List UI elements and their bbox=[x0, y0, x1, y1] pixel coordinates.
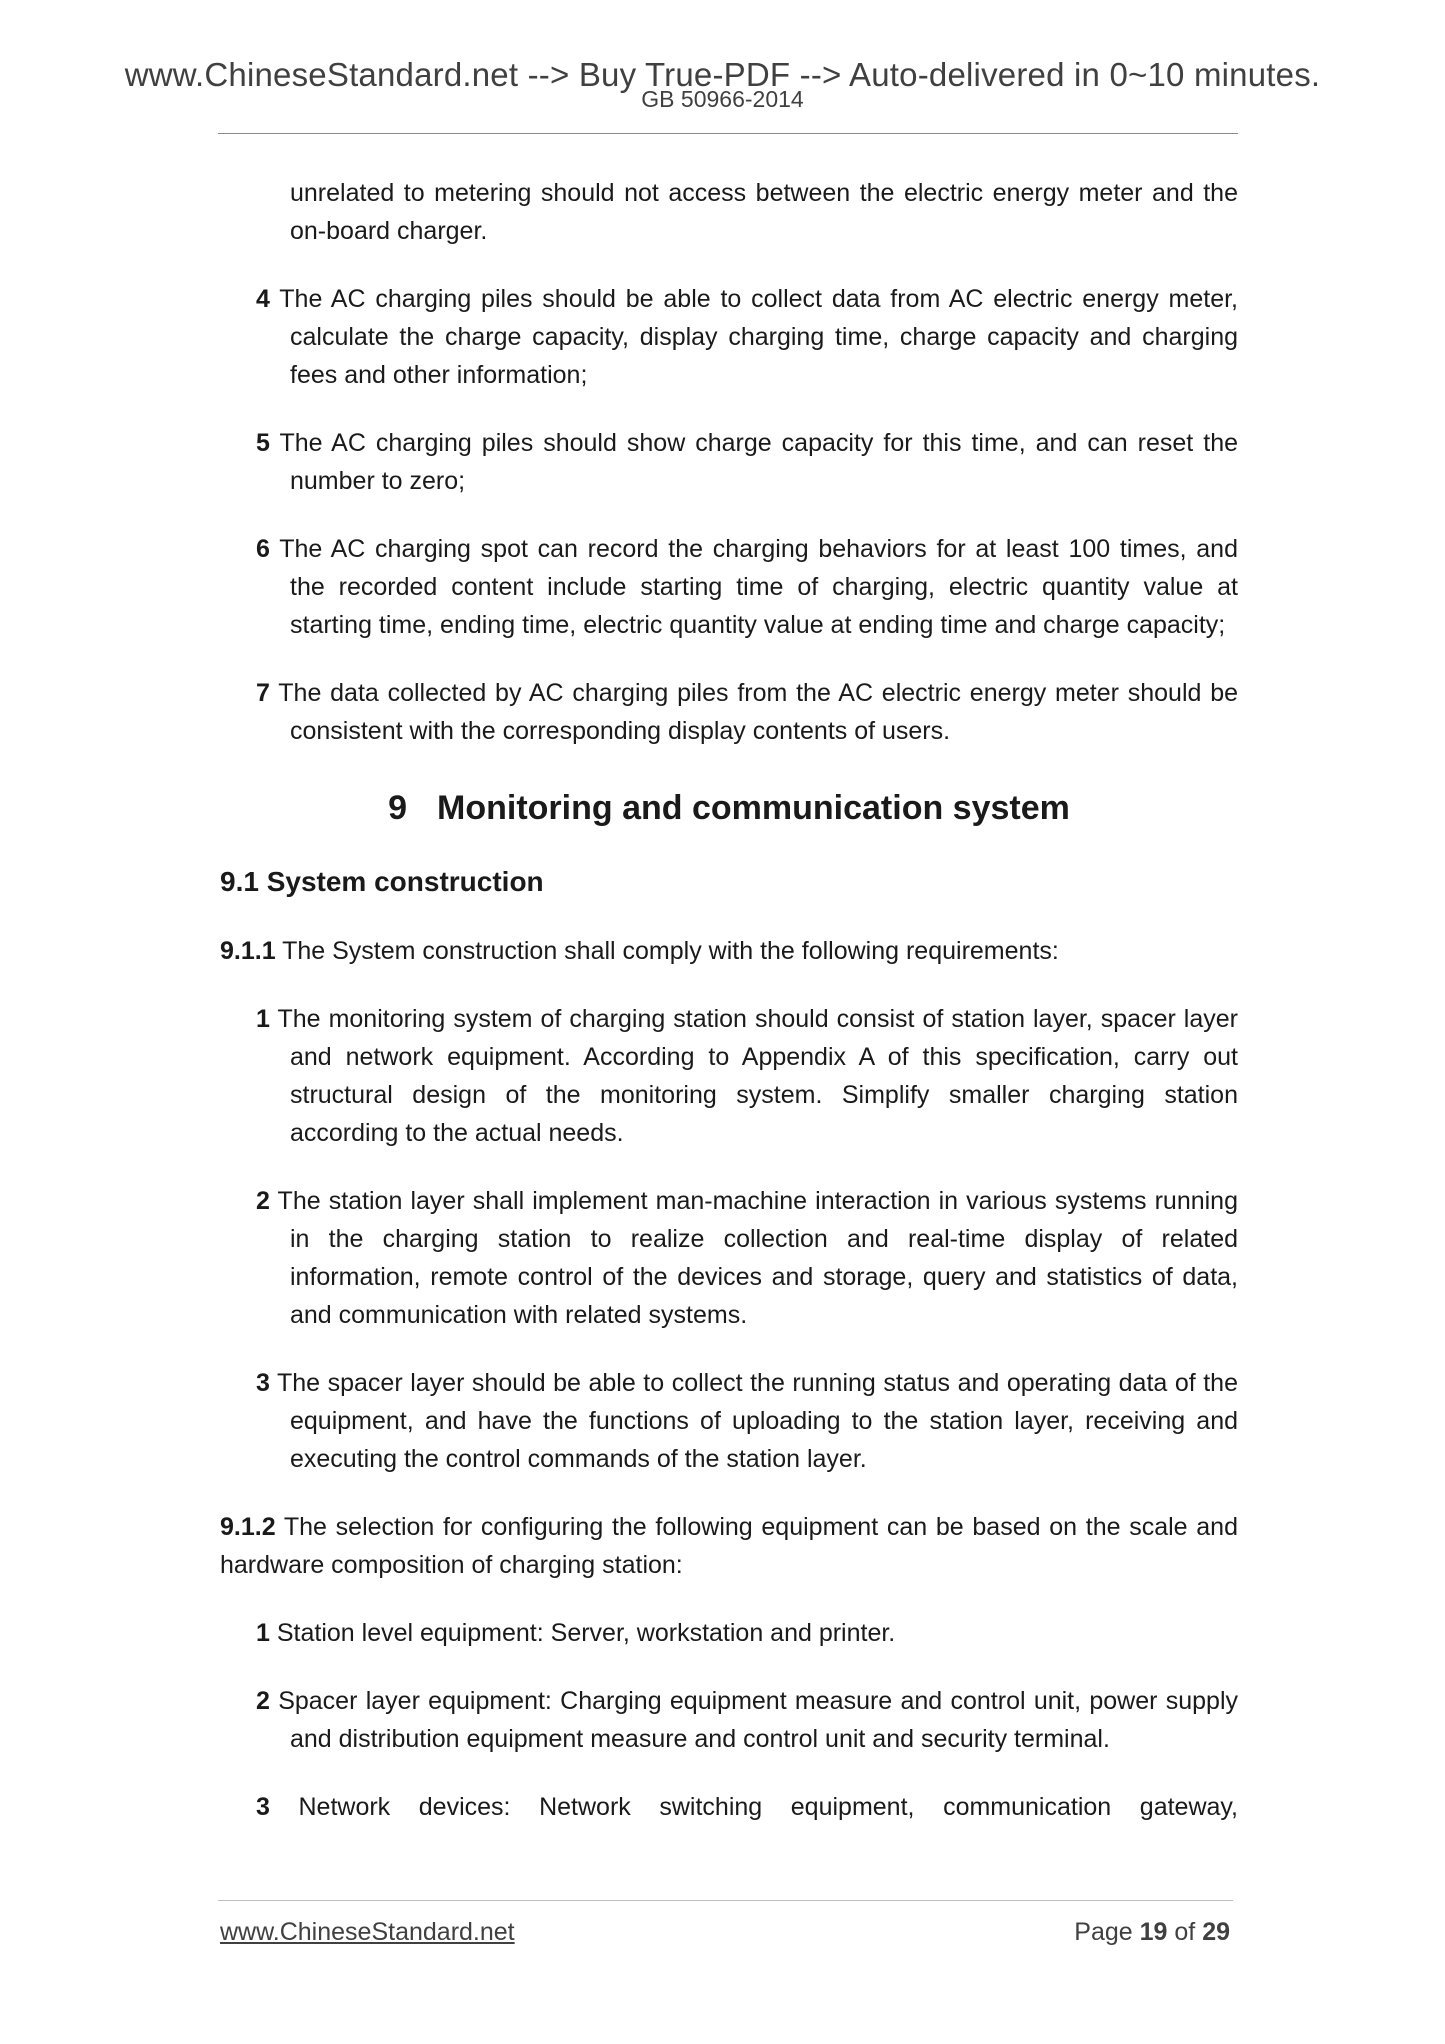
list-item bbox=[220, 1614, 1238, 1652]
list-item bbox=[220, 1000, 1238, 1152]
chapter-number: 9 bbox=[388, 789, 408, 827]
list-item bbox=[220, 1788, 1238, 1826]
item-number: 4 bbox=[256, 285, 270, 313]
item-text: The AC charging piles should show charge capacity for this time, and can reset the number to zero; bbox=[279, 429, 1238, 495]
item-text: The monitoring system of charging station should consist of station layer, spacer layer and network equipment. According to Appendix A of this specification, carry out structural design of the monitoring system. Simplify smaller charging station according to the actual needs. bbox=[277, 1005, 1238, 1147]
list-item bbox=[220, 674, 1238, 750]
item-number: 1 bbox=[256, 1005, 270, 1033]
list-item bbox=[220, 1682, 1238, 1758]
page-body bbox=[220, 174, 1238, 1856]
item-number: 2 bbox=[256, 1687, 270, 1715]
item-text: The station layer shall implement man-machine interaction in various systems running in the charging station to realize collection and real-time display of related information, remote control of the devices and storage, query and statistics of data, and communication with related systems. bbox=[277, 1187, 1238, 1329]
list-item bbox=[220, 1364, 1238, 1478]
clause-paragraph bbox=[220, 932, 1238, 970]
continued-paragraph: unrelated to metering should not access between the electric energy meter and the on-board charger. bbox=[290, 179, 1238, 245]
site-banner: www.ChineseStandard.net --> Buy True-PDF --> Auto-delivered in 0~10 minutes. bbox=[124, 56, 1321, 93]
item-number: 5 bbox=[256, 429, 270, 457]
chapter-heading bbox=[220, 786, 1238, 830]
list-item bbox=[220, 424, 1238, 500]
header-divider bbox=[218, 133, 1238, 134]
item-text: Station level equipment: Server, workstation and printer. bbox=[276, 1619, 896, 1647]
list-item bbox=[220, 1182, 1238, 1334]
page-label: Page bbox=[1074, 1918, 1133, 1946]
standard-code: GB 50966-2014 bbox=[641, 86, 804, 112]
clause-number: 9.1.1 bbox=[220, 937, 276, 965]
page-total: 29 bbox=[1202, 1918, 1230, 1946]
item-number: 3 bbox=[256, 1369, 270, 1397]
page-of: of bbox=[1174, 1918, 1196, 1946]
item-text: The AC charging piles should be able to collect data from AC electric energy meter, calculate the charge capacity, display charging time, charge capacity and charging fees and other information; bbox=[279, 285, 1239, 389]
footer-divider bbox=[218, 1900, 1233, 1901]
chapter-title: Monitoring and communication system bbox=[437, 789, 1070, 827]
item-text: The data collected by AC charging piles from the AC electric energy meter should be consistent with the corresponding display contents of users. bbox=[278, 679, 1239, 745]
item-text: The spacer layer should be able to collect the running status and operating data of the equipment, and have the functions of uploading to the station layer, receiving and executing the control commands of the station layer. bbox=[277, 1369, 1238, 1473]
footer-site-link[interactable]: www.ChineseStandard.net bbox=[220, 1918, 515, 1946]
page-indicator bbox=[1074, 1918, 1230, 1947]
item-number: 1 bbox=[256, 1619, 270, 1647]
list-item bbox=[220, 530, 1238, 644]
item-number: 7 bbox=[256, 679, 270, 707]
clause-text: The System construction shall comply with the following requirements: bbox=[282, 937, 1059, 965]
item-text: The AC charging spot can record the charging behaviors for at least 100 times, and the recorded content include starting time of charging, electric quantity value at starting time, ending time, electric quantity value at ending time and charge capacity; bbox=[279, 535, 1238, 639]
item-text: Network devices: Network switching equipment, communication gateway, bbox=[298, 1793, 1238, 1821]
item-number: 6 bbox=[256, 535, 270, 563]
page-current: 19 bbox=[1139, 1918, 1168, 1946]
clause-text: The selection for configuring the following equipment can be based on the scale and hardware composition of charging station: bbox=[220, 1513, 1238, 1579]
item-number: 2 bbox=[256, 1187, 270, 1215]
list-item bbox=[220, 280, 1238, 394]
item-text: Spacer layer equipment: Charging equipment measure and control unit, power supply and distribution equipment measure and control unit and security terminal. bbox=[278, 1687, 1239, 1753]
section-heading: 9.1 System construction bbox=[220, 866, 544, 897]
item-number: 3 bbox=[256, 1793, 270, 1821]
clause-number: 9.1.2 bbox=[220, 1513, 276, 1541]
clause-paragraph bbox=[220, 1508, 1238, 1584]
